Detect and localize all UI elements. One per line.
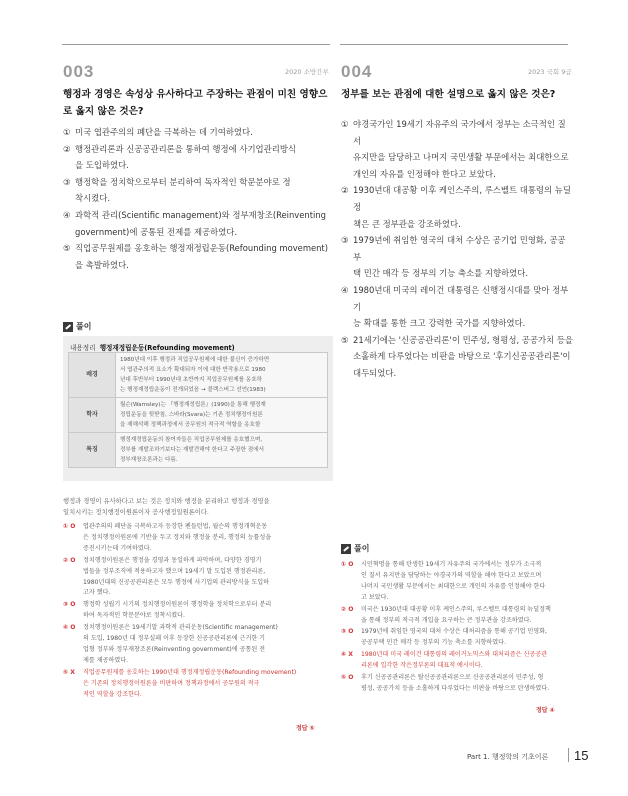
summary-box-title: 내용정리 행정재정립운동(Refounding movement): [70, 344, 235, 352]
solution-items: [63, 522, 335, 702]
solution-item-marker: ② O: [63, 556, 76, 564]
pencil-icon: [341, 544, 351, 554]
solution-item-text: 미국은 1930년대 대공황 이후 케인스주의, 루스벨트 대통령의 뉴딜정책 을 통해 정부의 적극적 개입을 요구하는 큰 정부관을 강조하였다.: [361, 605, 551, 624]
option-text: 야경국가인 19세기 자유주의 국가에서 정부는 소극적인 질서 유지만을 담당하고 나머지 국민생활 부문에서는 최대한으로 개인의 자유를 인정해야 한다고 보았다.: [353, 119, 569, 179]
solution-item-5: [63, 668, 335, 701]
option-5[interactable]: [63, 240, 335, 273]
solution-item-text: 1980년대 미국 레이건 대통령의 레이거노믹스와 대처리즘은 신공공관 리론에 입각한 작은정부론의 대표적 예시이다.: [361, 651, 548, 670]
top-rule-left: [62, 44, 330, 45]
table-row: [69, 433, 328, 468]
table-row-head: 특징: [69, 433, 116, 468]
solution-item-2: [63, 556, 335, 600]
option-text: 21세기에는 '신공공관리론'이 민주성, 형평성, 공공가치 등을 소홀하게 다루었다는 비판을 바탕으로 '후기신공공관리론'이 대두되었다.: [353, 334, 573, 378]
option-marker: ②: [63, 143, 71, 154]
option-marker: ③: [63, 176, 71, 187]
question-source: 2020 소방간부: [285, 68, 329, 76]
option-2[interactable]: [63, 141, 335, 174]
question-source: 2023 국회 9급: [528, 68, 572, 76]
solution-item-text: 정치행정이원론은 19세기말 과학적 관리운동(Scientific management) 의 도입, 1980년 대 정부실패 이후 등장한 신공공관리론에 근거한 기 업형 정부와 정부재창조론(Reinventing government)에 공통된 전 제를 제공하였다.: [83, 624, 278, 664]
solution-label: 풀이: [341, 543, 369, 554]
option-text: 미국 엽관주의의 폐단을 극복하는 데 기여하였다.: [75, 127, 253, 137]
answer-key: 정답 ⑤: [296, 725, 315, 732]
table-row-content: 월슨(Wamsley)는 『행정재정립론』(1990)을 통해 행정재 정립운동을 뒷받침, 스바라(Svara)는 기존 정치행정이원론 을 재해석해 정책과정에서 공무원의 적극적 역할을 옹호함: [116, 398, 328, 433]
option-marker: ⑤: [341, 334, 349, 345]
pencil-icon: [63, 322, 73, 332]
solution-item-text: 직업공무원제를 옹호하는 1990년대 행정재정립운동(Refounding movement) 은 기존의 정치행정이원론을 비판하며 정책과정에서 공무원의 적극 적인 역할을 강조한다.: [83, 668, 297, 698]
option-4[interactable]: [341, 282, 573, 332]
footer-part-label: Part 1. 행정학의 기초이론: [467, 753, 549, 761]
solution-item-marker: ③ O: [63, 601, 76, 609]
solution-item-marker: ④ X: [341, 651, 353, 659]
option-4[interactable]: [63, 207, 335, 240]
option-marker: ③: [341, 235, 349, 246]
solution-item-text: 정치행정이원론은 행정을 경영과 동일하게 파악하며, 다양한 경영기 법들을 정부조직에 적용하고자 했으며 19세기 말 도입된 행정관리론, 1980년대의 신공공관리론은 모두 행정에 사기업의 관리방식을 도입하 고자 했다.: [83, 556, 270, 597]
solution-item-2: [341, 605, 575, 627]
table-row: [69, 398, 328, 433]
option-3[interactable]: [63, 174, 335, 207]
solution-item-marker: ① O: [63, 523, 76, 530]
solution-label: 풀이: [63, 321, 91, 332]
solution-item-marker: ③ O: [341, 628, 354, 636]
question-title: 행정과 경영은 속성상 유사하다고 주장하는 관점이 미친 영향으 로 옳지 않은 것은?: [63, 89, 328, 117]
option-text: 1979년에 취임한 영국의 대처 수상은 공기업 민영화, 공공부 택 민간 매각 등 정부의 기능 축소를 지향하였다.: [353, 235, 566, 279]
option-marker: ④: [63, 209, 71, 220]
solution-item-5: [341, 673, 575, 695]
solution-item-marker: ① O: [341, 561, 354, 568]
option-marker: ②: [341, 185, 349, 196]
option-1[interactable]: [341, 116, 573, 182]
solution-item-4: [63, 623, 335, 667]
option-5[interactable]: [341, 332, 573, 382]
option-2[interactable]: [341, 182, 573, 232]
table-row-head: 배경: [69, 353, 116, 398]
question-title: 정부를 보는 관점에 대한 설명으로 옳지 않은 것은?: [341, 89, 556, 100]
solution-item-1: [63, 522, 335, 555]
solution-item-3: [341, 627, 575, 649]
option-text: 1930년대 대공황 이후 케인스주의, 루스벨트 대통령의 뉴딜정 책은 큰 정부관을 강조하였다.: [353, 185, 571, 229]
answer-options: [341, 116, 573, 382]
solution-item-marker: ② O: [341, 605, 354, 613]
option-text: 행정학을 정치학으로부터 분리하여 독자적인 학문분야로 정 착시켰다.: [75, 176, 291, 204]
question-number-003: 003: [63, 62, 95, 81]
solution-item-1: [341, 560, 575, 604]
answer-key: 정답 ④: [536, 707, 555, 714]
solution-items: [341, 560, 575, 696]
solution-item-marker: ⑤ O: [341, 674, 354, 682]
solution-item-4: [341, 650, 575, 672]
option-1[interactable]: [63, 124, 335, 141]
solution-item-text: 행정학 성립기 시기의 정치행정이원론이 행정학을 정치학으로부터 분리 하여 독자적인 학문분야로 정착시켰다.: [83, 601, 272, 620]
option-marker: ①: [63, 127, 71, 137]
option-text: 행정관리론과 신공공관리론을 통하여 행정에 사기업관리방식 을 도입하였다.: [75, 143, 296, 171]
table-row-content: 1980년대 이후 행정과 직업공무원제에 대한 불신이 증가하면 서 엽관주의적 요소가 확대되자 이에 대한 반작용으로 1980 년대 후반부터 1990년대 초반까지 직업공무원제를 옹호하 는 행정재정립운동이 전개되었음 → 블랙스버그 선언(1983): [116, 353, 328, 398]
footer-divider: [568, 748, 569, 762]
solution-item-text: 후기 신공공관리론은 탈신공공관리론으로 신공공관리론이 민주성, 형 평성, 공공가치 등을 소홀하게 다루었다는 비판을 바탕으로 탄생하였다.: [361, 674, 550, 692]
solution-item-marker: ④ O: [63, 624, 76, 632]
top-rule-right: [340, 44, 568, 45]
table-row: [69, 353, 328, 398]
summary-table: [68, 352, 328, 468]
option-marker: ①: [341, 119, 349, 129]
option-marker: ⑤: [63, 243, 71, 254]
option-text: 직업공무원제를 옹호하는 행정재정립운동(Refounding movement) 을 촉발하였다.: [75, 243, 328, 270]
solution-item-text: 엽관주의의 폐단을 극복하고자 등장한 펜들턴법, 월슨의 행정개혁운동 은 정치행정이원론에 기반을 두고 정치와 행정을 분리, 행정의 능률성을 증진시키는데 기여하였다.: [83, 523, 272, 552]
table-row-content: 행정재정립운동의 참여자들은 직업공무원제를 옹호했으며, 정부를 재발조하기보다는 재발견해야 한다고 주장한 점에서 정부재창조론과는 다름.: [116, 433, 328, 468]
answer-options: [63, 124, 335, 273]
solution-item-3: [63, 600, 335, 622]
question-number-004: 004: [341, 62, 373, 81]
option-3[interactable]: [341, 232, 573, 282]
page-number: 15: [574, 748, 589, 763]
solution-intro: 행정과 경영이 유사하다고 보는 것은 정치와 행정을 분리하고 행정과 경영을 일치시키는 정치행정이원론이자 공사행정일원론이다.: [63, 498, 270, 516]
option-marker: ④: [341, 284, 349, 295]
solution-item-text: 1979년에 취임한 영국의 대처 수상은 대처리즘을 통해 공기업 민영화, 공공부택 민간 매각 등 정부의 기능 축소를 지향하였다.: [361, 628, 547, 647]
solution-item-marker: ⑤ X: [63, 668, 75, 676]
option-text: 과학적 관리(Scientific management)와 정부재창조(Reinventing government)에 공통된 전제를 제공하였다.: [75, 209, 326, 237]
table-row-head: 학자: [69, 398, 116, 433]
option-text: 1980년대 미국의 레이건 대통령은 신행정시대를 맞아 정부 기 능 확대를 통한 크고 강력한 국가를 지향하였다.: [353, 284, 569, 329]
solution-item-text: 시민혁명을 통해 탄생한 19세기 자유주의 국가에서는 정부가 소극적 인 질서 유지만을 담당하는 야경국가의 역할을 해야 한다고 보았으며 나머지 국민생활 부문에서는 최대한으로 개인의 자유를 인정해야 한다 고 보았다.: [361, 561, 546, 601]
